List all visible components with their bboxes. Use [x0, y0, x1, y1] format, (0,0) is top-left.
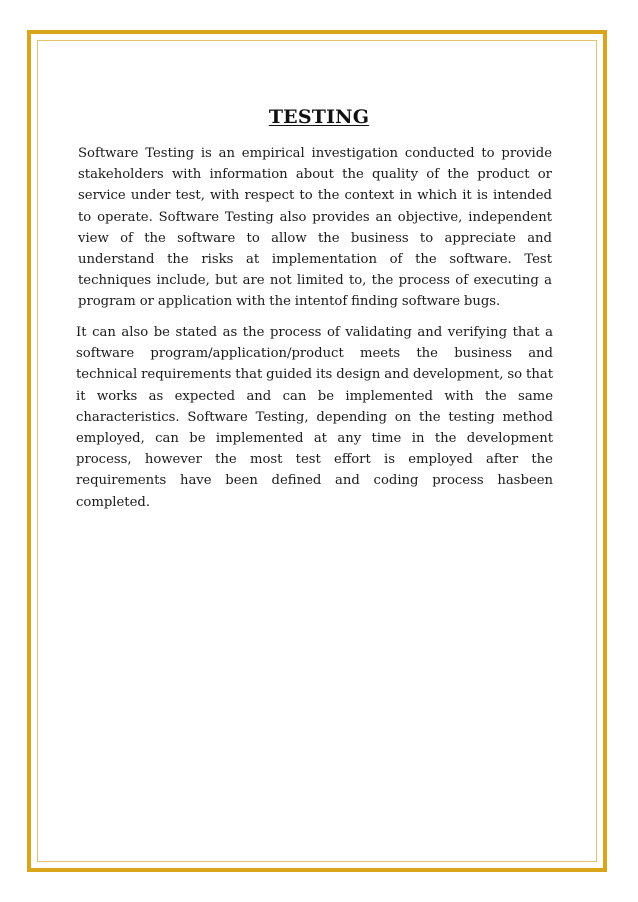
paragraph-definition: Software Testing is an empirical investigation conducted to provide stakeholders with information about the quality of the product or service under test, with respect to the context in which it is intended to operate. Software Testing also provides an objective, independent view of the software to allow the business to appreciate and understand the risks at implementation of the software. Test techniques include, but are not limited to, the process of executing a program or application with the intentof finding software bugs.	[78, 146, 552, 310]
paragraph-validation: It can also be stated as the process of validating and verifying that a software program/application/product meets the business and technical requirements that guided its design and development, so that it works as expected and can be implemented with the same characteristics. Software Testing, depending on the testing method employed, can be implemented at any time in the development process, however the most test effort is employed after the requirements have been defined and coding process hasbeen completed.	[76, 325, 553, 510]
page-title: TESTING	[268, 106, 370, 128]
